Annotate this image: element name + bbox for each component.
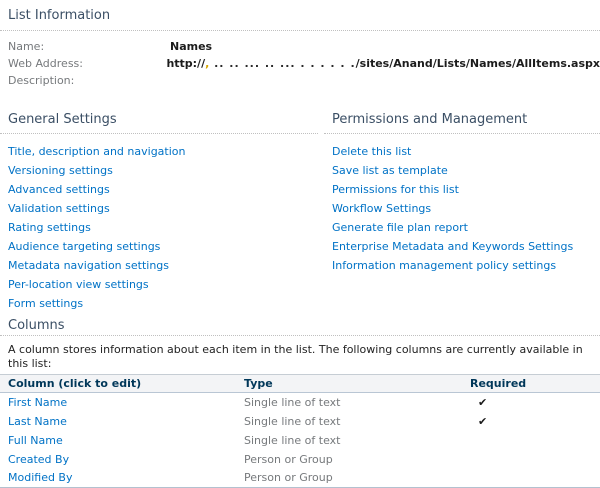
link-permissions-for-this-list[interactable]: Permissions for this list — [332, 183, 459, 196]
list-item — [0, 180, 324, 199]
web-address-path: /sites/Anand/Lists/Names/AllItems.aspx — [355, 57, 600, 70]
link-delete-this-list[interactable]: Delete this list — [332, 145, 412, 158]
column-type: Single line of text — [244, 433, 341, 447]
list-item — [324, 180, 600, 199]
list-item — [0, 275, 324, 294]
required-check-icon — [462, 431, 600, 450]
link-title-description-navigation[interactable]: Title, description and navigation — [8, 145, 186, 158]
columns-table-header-row — [0, 375, 600, 393]
list-item — [324, 218, 600, 237]
required-check-icon: ✔ — [478, 414, 488, 428]
column-link-first-name[interactable]: First Name — [8, 395, 68, 409]
list-item — [324, 237, 600, 256]
description-label: Description: — [8, 74, 75, 87]
section-divider — [0, 30, 600, 31]
column-type: Person or Group — [244, 471, 333, 485]
general-settings-links — [0, 142, 324, 313]
settings-columns — [0, 112, 600, 313]
table-row — [0, 469, 600, 488]
general-settings-section — [0, 112, 324, 313]
link-workflow-settings[interactable]: Workflow Settings — [332, 202, 432, 215]
link-form-settings[interactable]: Form settings — [8, 297, 84, 310]
table-row — [0, 450, 600, 469]
list-item — [0, 294, 324, 313]
web-address-label: Web Address: — [8, 57, 83, 70]
required-check-icon — [462, 469, 600, 488]
link-rating-settings[interactable]: Rating settings — [8, 221, 91, 234]
columns-title: Columns — [8, 318, 65, 333]
name-value: Names — [170, 40, 213, 53]
column-header-name: Column (click to edit) — [8, 377, 142, 390]
column-type: Person or Group — [244, 452, 333, 466]
list-item — [324, 161, 600, 180]
list-item — [324, 256, 600, 275]
link-generate-file-plan-report[interactable]: Generate file plan report — [332, 221, 468, 234]
permissions-management-links — [324, 142, 600, 275]
link-metadata-navigation-settings[interactable]: Metadata navigation settings — [8, 259, 170, 272]
list-item — [0, 161, 324, 180]
link-save-list-as-template[interactable]: Save list as template — [332, 164, 448, 177]
section-divider — [0, 335, 600, 336]
web-address-field-row — [0, 55, 600, 72]
permissions-management-title: Permissions and Management — [332, 112, 528, 127]
column-link-created-by[interactable]: Created By — [8, 452, 70, 466]
column-type: Single line of text — [244, 395, 341, 409]
web-address-redaction-mark: , — [205, 57, 210, 70]
column-link-last-name[interactable]: Last Name — [8, 414, 67, 428]
web-address-redacted-host: .. .. ... .. ... . . . . . . — [209, 57, 356, 70]
list-information-title: List Information — [8, 8, 111, 23]
column-link-modified-by[interactable]: Modified By — [8, 471, 73, 485]
list-item — [0, 142, 324, 161]
general-settings-title: General Settings — [8, 112, 117, 127]
web-address-value — [166, 55, 600, 72]
description-field-row — [0, 72, 600, 89]
link-per-location-view-settings[interactable]: Per-location view settings — [8, 278, 149, 291]
table-row — [0, 431, 600, 450]
list-item — [0, 256, 324, 275]
list-item — [0, 199, 324, 218]
column-header-type: Type — [244, 377, 273, 390]
name-label: Name: — [8, 40, 45, 53]
list-item — [0, 237, 324, 256]
link-enterprise-metadata-keywords-settings[interactable]: Enterprise Metadata and Keywords Settings — [332, 240, 574, 253]
table-row — [0, 412, 600, 431]
column-type: Single line of text — [244, 414, 341, 428]
table-row — [0, 393, 600, 412]
list-information-section — [0, 0, 600, 89]
list-item — [324, 199, 600, 218]
list-item — [324, 142, 600, 161]
list-information-fields — [0, 38, 600, 89]
link-audience-targeting-settings[interactable]: Audience targeting settings — [8, 240, 161, 253]
section-divider — [324, 133, 600, 134]
required-check-icon: ✔ — [478, 395, 488, 409]
name-field-row — [0, 38, 600, 55]
link-information-management-policy-settings[interactable]: Information management policy settings — [332, 259, 557, 272]
columns-table — [0, 374, 600, 488]
section-divider — [0, 133, 318, 134]
column-link-full-name[interactable]: Full Name — [8, 433, 63, 447]
permissions-management-section — [324, 112, 600, 313]
columns-section — [0, 318, 600, 488]
columns-description: A column stores information about each item in the list. The following columns are currently available in this list: — [8, 343, 583, 370]
column-header-required: Required — [470, 377, 527, 390]
web-address-prefix: http:// — [166, 57, 206, 70]
link-advanced-settings[interactable]: Advanced settings — [8, 183, 110, 196]
list-item — [0, 218, 324, 237]
link-versioning-settings[interactable]: Versioning settings — [8, 164, 113, 177]
link-validation-settings[interactable]: Validation settings — [8, 202, 110, 215]
required-check-icon — [462, 450, 600, 469]
